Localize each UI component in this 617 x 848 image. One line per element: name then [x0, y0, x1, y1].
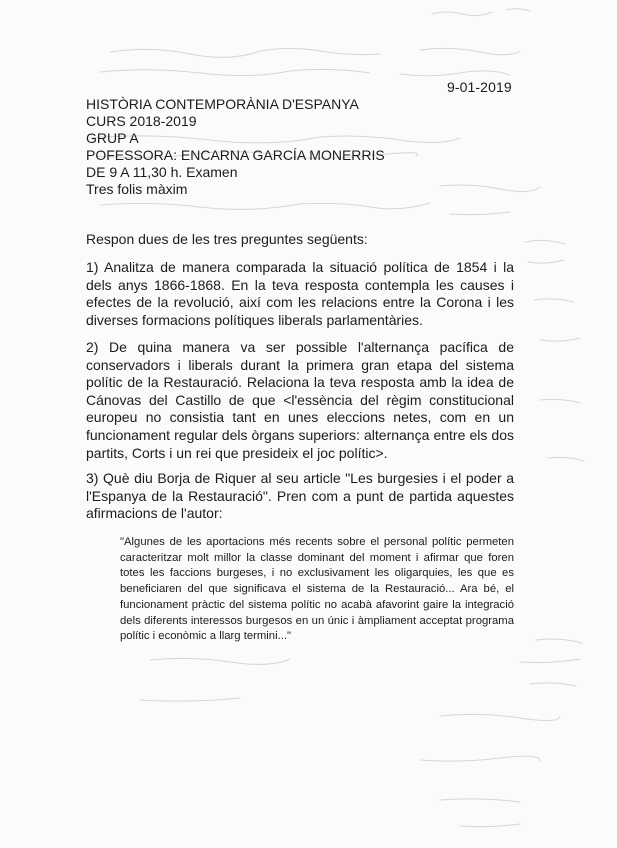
author-quote: "Algunes de les aportacions més recents sobre el personal polític permeten caracteritzar molt millor la classe dominant del moment i afirmar que foren totes les faccions burgeses, i no exclusivament les oligarquies, les que es beneficiaren del que significava el sistema de la Restauració... Ara bé, el funcionament pràctic del sistema polític no acabà afavorint gaire la integració dels diferents interessos burgesos en un únic i àmpliament acceptat programa polític i econòmic a llarg termini..."	[120, 536, 514, 643]
question-1: 1) Analitza de manera comparada la situació política de 1854 i la dels anys 1866-1868. En la teva resposta contempla les causes i efectes de la revolució, així com les relacions entre la Corona i les diverses formacions polítiques liberals parlamentàries.	[86, 259, 514, 328]
exam-instructions: Respon dues de les tres preguntes següents:	[86, 231, 368, 247]
exam-date: 9-01-2019	[447, 79, 512, 95]
header-course-title: HISTÒRIA CONTEMPORÀNIA D'ESPANYA	[86, 96, 359, 112]
header-exam-time: DE 9 A 11,30 h. Examen	[86, 164, 238, 180]
header-page-limit: Tres folis màxim	[86, 181, 188, 197]
question-2: 2) De quina manera va ser possible l'alternança pacífica de conservadors i liberals durant la primera gran etapa del sistema polític de la Restauració. Relaciona la teva resposta amb la idea de Cánovas del Castillo de que <l'essència del règim constitucional europeu no consistia tant en unes eleccions netes, com en un funcionament regular dels òrgans superiors: alternança entre els dos partits, Corts i un rei que presideix el joc polític>.	[86, 339, 514, 461]
header-academic-year: CURS 2018-2019	[86, 113, 197, 129]
exam-header	[86, 96, 385, 198]
header-professor: POFESSORA: ENCARNA GARCÍA MONERRIS	[86, 147, 385, 163]
header-group: GRUP A	[86, 130, 139, 146]
question-3: 3) Què diu Borja de Riquer al seu article "Les burgesies i el poder a l'Espanya de la Restauració". Pren com a punt de partida aquestes afirmacions de l'autor:	[86, 470, 514, 522]
